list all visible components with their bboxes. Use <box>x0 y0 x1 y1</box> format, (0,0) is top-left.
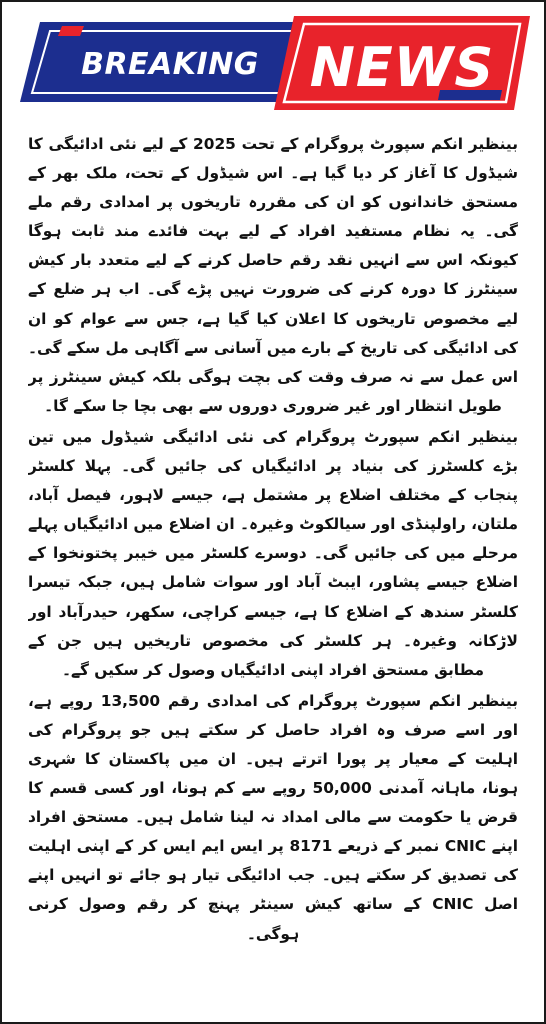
breaking-word: BREAKING <box>81 47 259 82</box>
article-body <box>28 130 518 1004</box>
article-paragraph-2: بینظیر انکم سپورٹ پروگرام کی نئی ادائیگی شیڈول میں تین بڑے کلسٹرز کی بنیاد پر ادائیگیاں کی جائیں گی۔ پہلا کلسٹر پنجاب کے مختلف اضلاع پر مشتمل ہے، جیسے لاہور، فیصل آباد، ملتان، راولپنڈی اور سیالکوٹ وغیرہ۔ ان اضلاع میں ادائیگیاں پہلے مرحلے میں کی جائیں گی۔ دوسرے کلسٹر میں خیبر پختونخوا کے اضلاع جیسے پشاور، ایبٹ آباد اور سوات شامل ہیں، جبکہ تیسرا کلسٹر سندھ کے اضلاع کا ہے، جیسے کراچی، سکھر، حیدرآباد اور لاڑکانہ وغیرہ۔ ہر کلسٹر کی مخصوص تاریخیں ہیں جن کے مطابق مستحق افراد اپنی ادائیگیاں وصول کر سکیں گے۔ <box>28 427 518 679</box>
news-word: NEWS <box>309 36 495 99</box>
article-paragraph-3: بینظیر انکم سپورٹ پروگرام کی امدادی رقم 13,500 روپے ہے، اور اسے صرف وہ افراد حاصل کر سکتے ہیں جو پروگرام کی اہلیت کے معیار پر پورا اترتے ہیں۔ ان میں پاکستان کا شہری ہونا، ماہانہ آمدنی 50,000 روپے سے کم ہونا، اور کسی قسم کا قرض یا حکومت سے مالی امداد نہ لینا شامل ہیں۔ مستحق افراد اپنے CNIC نمبر کے ذریعے 8171 پر ایس ایم ایس کر کے اپنی اہلیت کی تصدیق کر سکتے ہیں۔ جب ادائیگی تیار ہو جائے تو انہیں اپنے اصل CNIC کے ساتھ کیش سینٹر پہنچ کر رقم وصول کرنی ہوگی۔ <box>28 691 518 943</box>
article-paragraph-1: بینظیر انکم سپورٹ پروگرام کے تحت 2025 کے لیے نئی ادائیگی کا شیڈول کا آغاز کر دیا گیا ہے۔ اس شیڈول کے تحت، ملک بھر کے مستحق خاندانوں کو ان کی مقررہ تاریخوں پر امدادی رقم ملے گی۔ یہ نظام مستفید افراد کے لیے بہت فائدے مند ثابت ہوگا کیونکہ اس سے انہیں نقد رقم حاصل کرنے کے لیے متعدد بار کیش سینٹرز کا دورہ کرنے کی ضرورت نہیں پڑے گی۔ اب ہر ضلع کے لیے مخصوص تاریخوں کا اعلان کیا گیا ہے، جس سے عوام کو ان کی ادائیگی کی تاریخ کے بارے میں آسانی سے آگاہی مل سکے گی۔ اس عمل سے نہ صرف وقت کی بچت ہوگی بلکہ کیش سینٹرز پر طویل انتظار اور غیر ضروری دوروں سے بھی بچا جا سکے گا۔ <box>28 135 518 415</box>
breaking-news-banner <box>2 2 546 117</box>
banner-red-accent <box>58 26 84 36</box>
